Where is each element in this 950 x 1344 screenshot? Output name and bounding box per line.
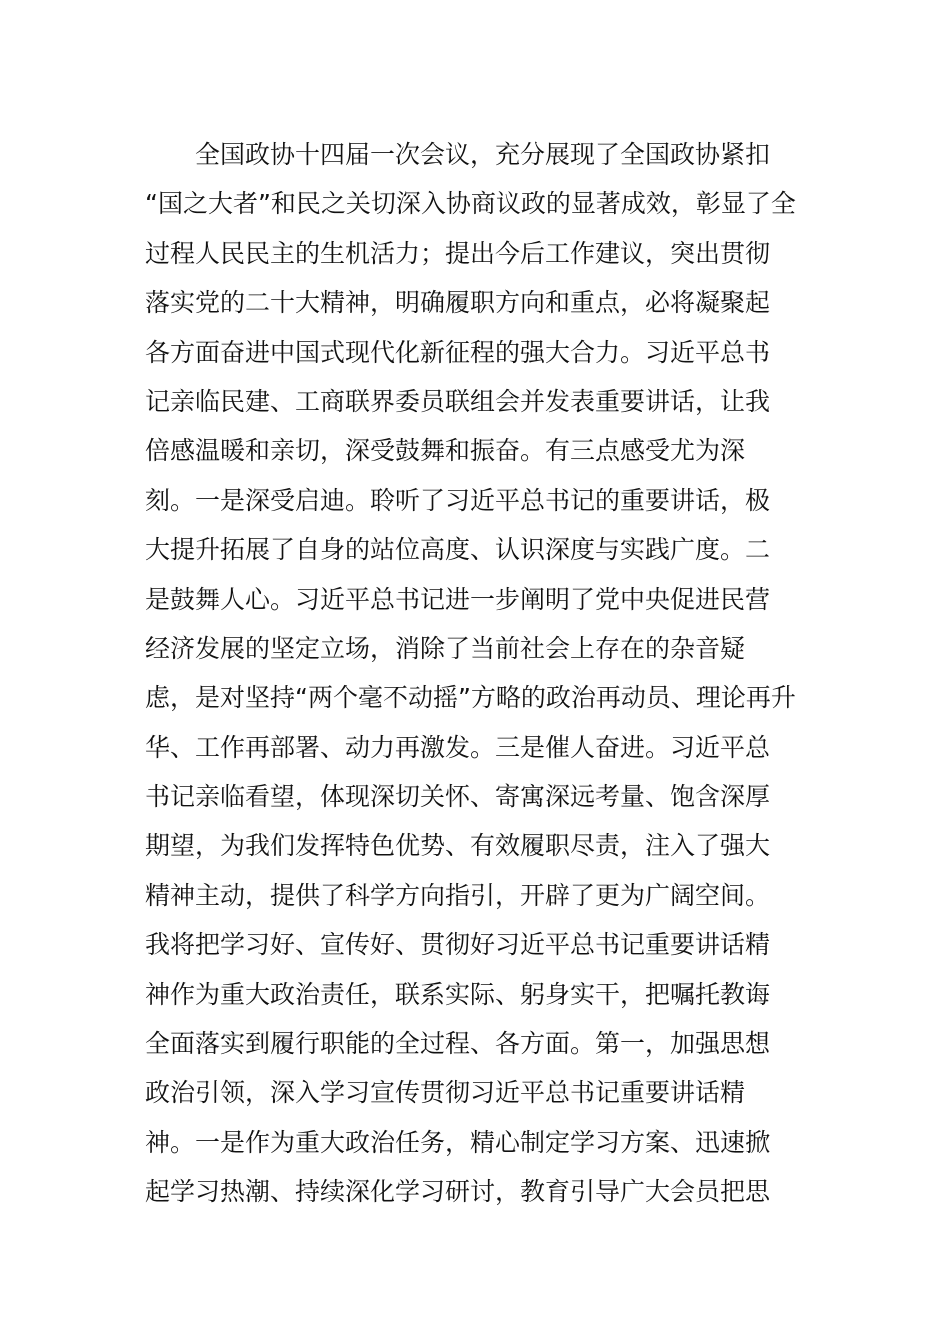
text-line: 记亲临民建、工商联界委员联组会并发表重要讲话，让我 [145,386,771,416]
text-line: 政治引领，深入学习宣传贯彻习近平总书记重要讲话精 [145,1078,746,1108]
text-line: 全面落实到履行职能的全过程、各方面。第一，加强思想 [145,1029,771,1059]
text-line: 各方面奋进中国式现代化新征程的强大合力。习近平总书 [145,337,771,367]
text-line: 我将把学习好、宣传好、贯彻好习近平总书记重要讲话精 [145,930,771,960]
text-line: 刻。一是深受启迪。聆听了习近平总书记的重要讲话，极 [145,485,771,515]
body-paragraph [145,130,810,1217]
text-line: 经济发展的坚定立场，消除了当前社会上存在的杂音疑 [145,633,746,663]
text-line: “国之大者”和民之关切深入协商议政的显著成效，彰显了全 [145,189,796,219]
text-line: 大提升拓展了自身的站位高度、认识深度与实践广度。二 [145,535,771,565]
text-line: 虑，是对坚持“两个毫不动摇”方略的政治再动员、理论再升 [145,683,796,713]
text-line: 神作为重大政治责任，联系实际、躬身实干，把嘱托教诲 [145,979,771,1009]
text-line: 书记亲临看望，体现深切关怀、寄寓深远考量、饱含深厚 [145,782,771,812]
text-line: 期望，为我们发挥特色优势、有效履职尽责，注入了强大 [145,831,771,861]
text-line: 神。一是作为重大政治任务，精心制定学习方案、迅速掀 [145,1127,771,1157]
text-line: 华、工作再部署、动力再激发。三是催人奋进。习近平总 [145,732,771,762]
text-line: 是鼓舞人心。习近平总书记进一步阐明了党中央促进民营 [145,584,771,614]
text-line: 精神主动，提供了科学方向指引，开辟了更为广阔空间。 [145,880,771,910]
text-line: 起学习热潮、持续深化学习研讨，教育引导广大会员把思 [145,1177,771,1207]
text-line: 落实党的二十大精神，明确履职方向和重点，必将凝聚起 [145,288,771,318]
text-line: 全国政协十四届一次会议，充分展现了全国政协紧扣 [195,140,771,169]
text-line: 倍感温暖和亲切，深受鼓舞和振奋。有三点感受尤为深 [145,436,746,466]
text-line: 过程人民民主的生机活力；提出今后工作建议，突出贯彻 [145,238,771,268]
